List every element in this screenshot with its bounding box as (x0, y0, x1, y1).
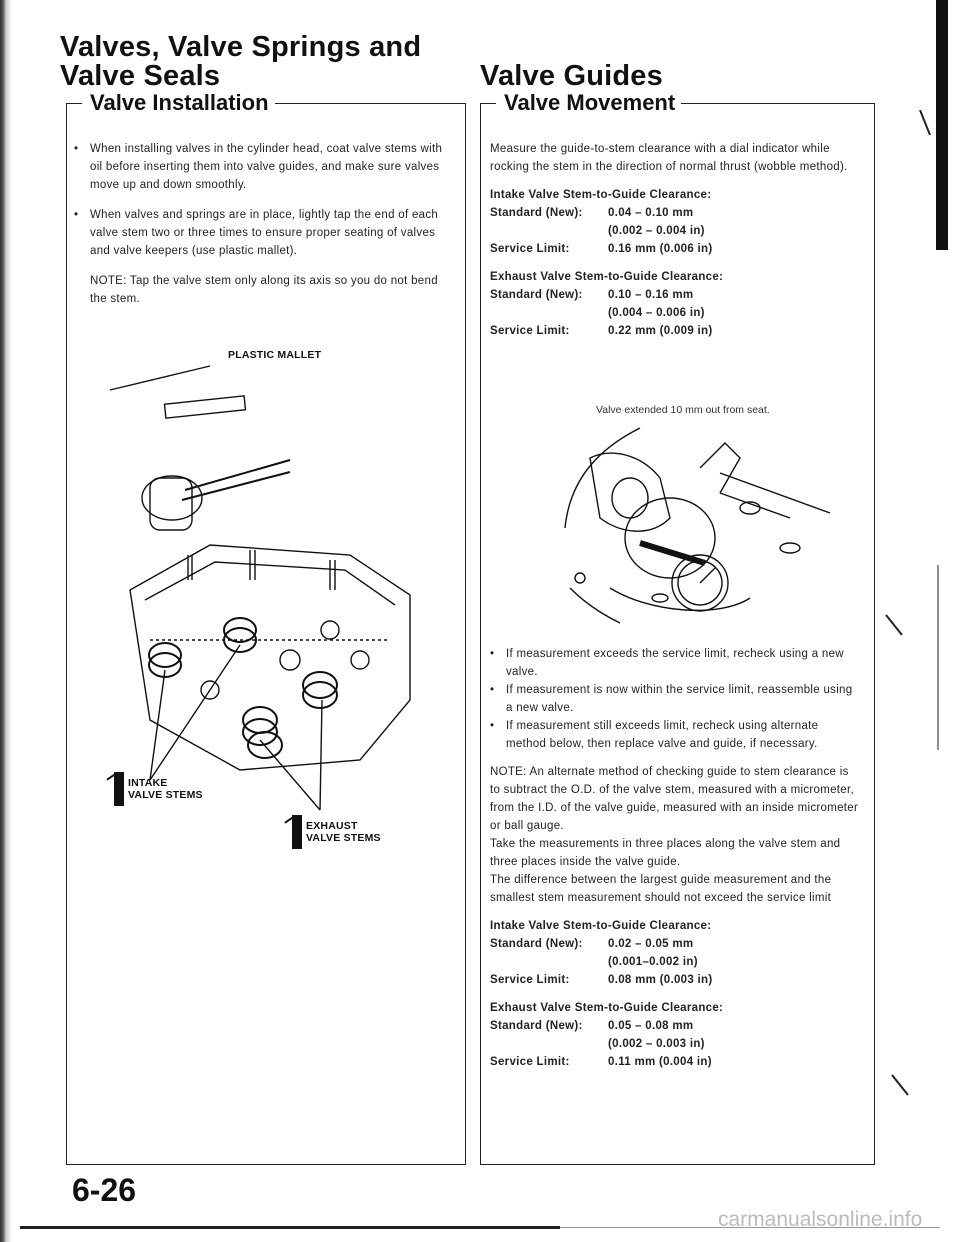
spec-heading: Exhaust Valve Stem-to-Guide Clearance: (490, 1002, 724, 1014)
cylinder-head-illustration (90, 340, 450, 820)
movement-text-bottom: • If measurement exceeds the service limit, recheck using a new valve. • If measurement is now within the service limit, reassemble using a new valve. • If measurement still exceeds limit, recheck using alternate method below, then replace valve and guide, if necessary. NOTE: An alternate method of checking guide to stem clearance is to subtract the O.D. of the valve stem, measured with a micrometer, from the I.D. of the valve guide, measured with an inside micrometer or ball gauge. Take the measurements in three places along the valve stem and three places inside the valve guide. The difference between the largest guide measurement and the smallest stem measurement should not exceed the service limit Intake Valve Stem-to-Guide Clearance: Standard (New): 0.02 – 0.05 mm (0.001–0.002 in) Service Limit: 0.08 mm (0.003 in) Exhaust Valve Stem-to-Guide Clearance: Standard (New): 0.05 – 0.08 mm (0.002 – 0.003 in) Service Limit: 0.11 mm (0.004 in) (490, 645, 860, 1071)
bullet-icon: • (74, 143, 79, 155)
note-difference: The difference between the largest guide measurement and the smallest stem measurement should not exceed the service limit (490, 874, 832, 904)
list-item: • If measurement exceeds the service limit, recheck using a new valve. (490, 645, 860, 681)
valve-movement-heading: Valve Movement (496, 92, 681, 114)
list-item: • If measurement is now within the service limit, reassemble using a new valve. (490, 681, 860, 717)
valve-installation-heading: Valve Installation (82, 92, 275, 114)
bullet-icon: • (490, 720, 495, 732)
figure-caption: Valve extended 10 mm out from seat. (596, 404, 770, 416)
dial-indicator-illustration (550, 418, 840, 638)
intake-marker-icon (106, 772, 124, 806)
left-title-line1: Valves, Valve Springs and (60, 31, 422, 63)
note-three-places: Take the measurements in three places along the valve stem and three places inside the valve guide. (490, 838, 841, 868)
spec-row: Standard (New): 0.05 – 0.08 mm (490, 1020, 694, 1032)
list-item: • When valves and springs are in place, lightly tap the end of each valve stem two or three times to ensure proper seating of valves and valve keepers (use plastic mallet). (74, 206, 452, 260)
list-item: • When installing valves in the cylinder head, coat valve stems with oil before inserting them into valve guides, and make sure valves move up and down smoothly. (74, 140, 452, 194)
right-title: Valve Guides (480, 60, 663, 92)
exhaust-label: EXHAUST VALVE STEMS (306, 820, 381, 844)
spec-row: Service Limit: 0.08 mm (0.003 in) (490, 974, 713, 986)
bullet-icon: • (74, 209, 79, 221)
spec-heading: Intake Valve Stem-to-Guide Clearance: (490, 189, 712, 201)
bullet-icon: • (490, 648, 495, 660)
spec-row: Service Limit: 0.16 mm (0.006 in) (490, 243, 713, 255)
spec-row: Standard (New): 0.02 – 0.05 mm (490, 938, 694, 950)
spec-row: Standard (New): 0.10 – 0.16 mm (490, 289, 694, 301)
left-title-line2: Valve Seals (60, 60, 221, 92)
installation-text (74, 140, 452, 308)
movement-text-top: Measure the guide-to-stem clearance with a dial indicator while rocking the stem in the direction of normal thrust (wobble method). Intake Valve Stem-to-Guide Clearance: Standard (New): 0.04 – 0.10 mm (0.002 – 0.004 in) Service Limit: 0.16 mm (0.006 in) Exhaust Valve Stem-to-Guide Clearance: Standard (New): 0.10 – 0.16 mm (0.004 – 0.006 in) Service Limit: 0.22 mm (0.009 in) (490, 140, 860, 340)
exhaust-marker-icon (284, 815, 302, 849)
plastic-mallet-label: PLASTIC MALLET (228, 349, 322, 361)
bullet-icon: • (490, 684, 495, 696)
margin-marks (880, 110, 940, 1110)
spec-row: Service Limit: 0.11 mm (0.004 in) (490, 1056, 712, 1068)
binding-edge (0, 0, 14, 1242)
note-alternate-method: NOTE: An alternate method of checking guide to stem clearance is to subtract the O.D. of the valve stem, measured with a micrometer, from the I.D. of the valve guide, measured with an inside micrometer or ball gauge. (490, 766, 859, 832)
intro-paragraph: Measure the guide-to-stem clearance with a dial indicator while rocking the stem in the direction of normal thrust (wobble method). (490, 143, 848, 173)
spec-row: Service Limit: 0.22 mm (0.009 in) (490, 325, 713, 337)
page-number: 6-26 (72, 1172, 137, 1208)
note: NOTE: Tap the valve stem only along its axis so you do not bend the stem. (90, 275, 438, 305)
list-item: • If measurement still exceeds limit, recheck using alternate method below, then replace valve and guide, if necessary. (490, 717, 860, 753)
footer-rule (20, 1226, 560, 1229)
spec-heading: Intake Valve Stem-to-Guide Clearance: (490, 920, 712, 932)
watermark: carmanualsonline.info (718, 1208, 923, 1231)
spec-row: Standard (New): 0.04 – 0.10 mm (490, 207, 694, 219)
intake-label: INTAKE VALVE STEMS (128, 777, 203, 801)
spec-heading: Exhaust Valve Stem-to-Guide Clearance: (490, 271, 724, 283)
